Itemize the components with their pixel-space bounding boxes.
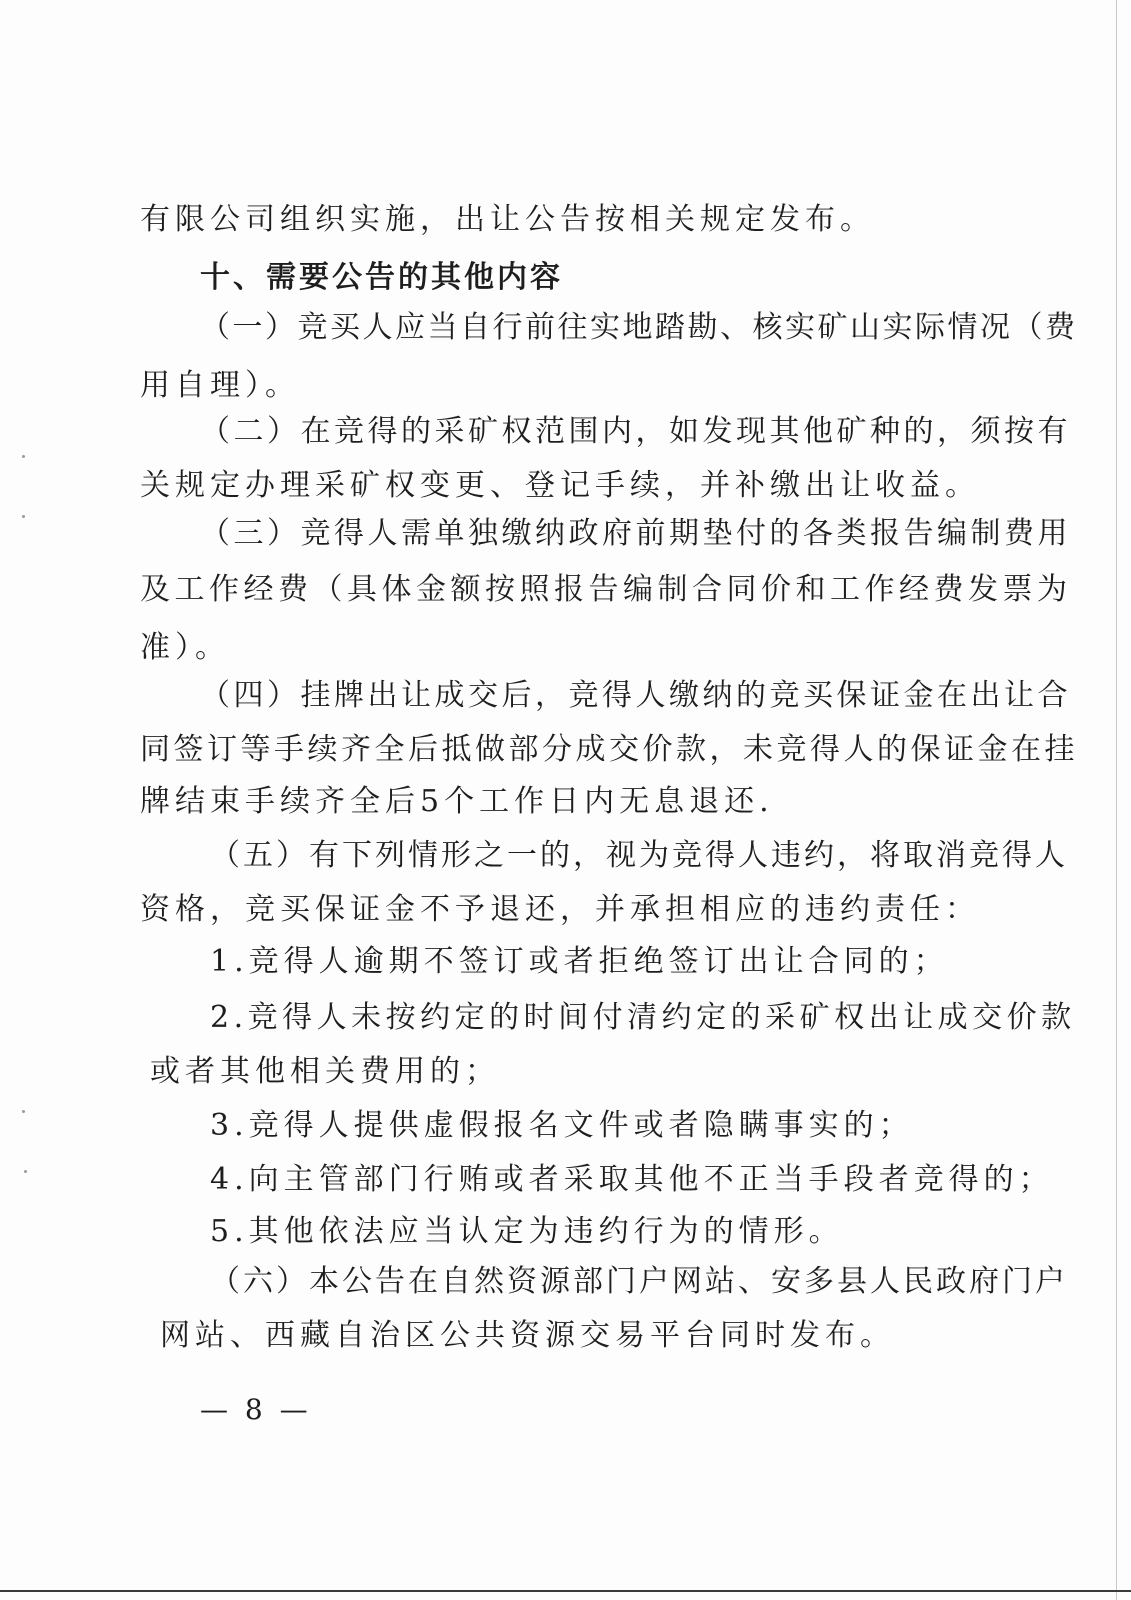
text-line: 及工作经费（具体金额按照报告编制合同价和工作经费发票为: [140, 572, 1072, 607]
text-line: （六）本公告在自然资源部门户网站、安多县人民政府门户: [210, 1264, 1068, 1299]
text-line: 同签订等手续齐全后抵做部分成交价款，未竞得人的保证金在挂: [140, 732, 1078, 767]
text-line: 用自理）。: [140, 368, 300, 403]
list-item: 3.竞得人提供虚假报名文件或者隐瞒事实的；: [210, 1108, 914, 1143]
text-line: 关规定办理采矿权变更、登记手续，并补缴出让收益。: [140, 468, 980, 503]
scan-artifact: [22, 455, 25, 458]
text-line: 准）。: [140, 630, 230, 665]
text-line: 资格，竞买保证金不予退还，并承担相应的违约责任：: [140, 892, 980, 927]
text-line: 牌结束手续齐全后5个工作日内无息退还.: [140, 784, 774, 819]
scan-artifact: [22, 1110, 25, 1113]
text-line: （五）有下列情形之一的，视为竞得人违约，将取消竞得人: [210, 838, 1068, 873]
scan-artifact: [24, 1170, 27, 1173]
scan-edge: [0, 1590, 1131, 1592]
list-item: 1.竞得人逾期不签订或者拒绝签订出让合同的；: [210, 944, 949, 979]
scan-artifact: [22, 515, 25, 518]
section-heading: 十、需要公告的其他内容: [200, 260, 563, 295]
text-line: （四）挂牌出让成交后，竞得人缴纳的竞买保证金在出让合: [200, 678, 1071, 713]
list-item: 2.竞得人未按约定的时间付清约定的采矿权出让成交价款: [210, 1000, 1076, 1035]
list-item: 4.向主管部门行贿或者采取其他不正当手段者竞得的；: [210, 1162, 1054, 1197]
text-line: 或者其他相关费用的；: [150, 1054, 500, 1089]
text-line: 网站、西藏自治区公共资源交易平台同时发布。: [160, 1318, 895, 1353]
text-line: （一）竞买人应当自行前往实地踏勘、核实矿山实际情况（费: [200, 310, 1078, 345]
text-line: 有限公司组织实施，出让公告按相关规定发布。: [140, 202, 875, 237]
page-number: — 8 —: [200, 1393, 312, 1426]
text-line: （二）在竞得的采矿权范围内，如发现其他矿种的，须按有: [200, 414, 1071, 449]
list-item: 5.其他依法应当认定为违约行为的情形。: [210, 1214, 844, 1249]
scan-edge: [1116, 0, 1117, 1600]
text-line: （三）竞得人需单独缴纳政府前期垫付的各类报告编制费用: [200, 516, 1071, 551]
